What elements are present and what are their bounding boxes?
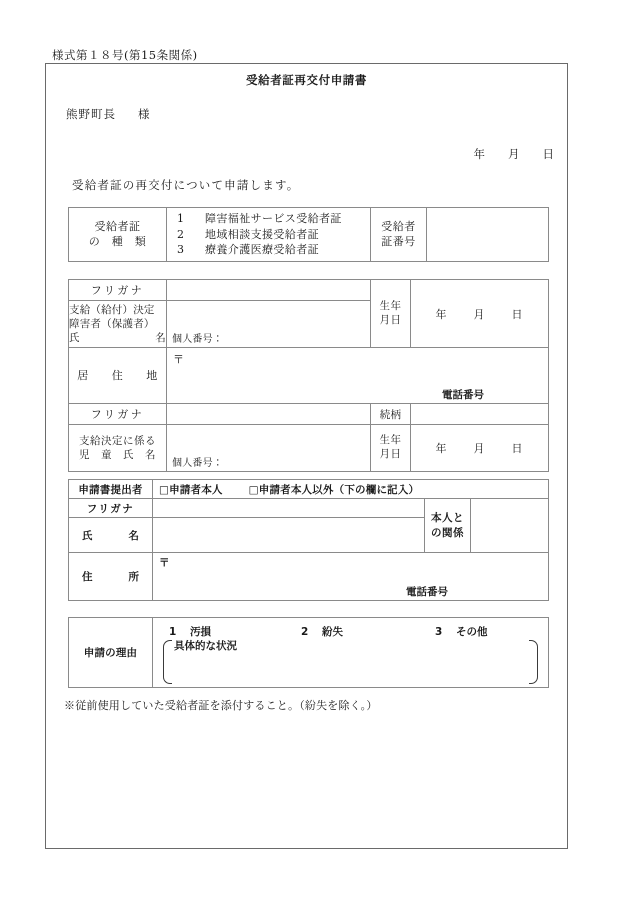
list-item[interactable]: 1 障害福祉サービス受給者証: [177, 212, 342, 225]
page-frame: [45, 63, 568, 849]
submitter-relation-input[interactable]: [471, 499, 549, 553]
addressee-name: 熊野町長: [66, 107, 116, 121]
dob-month-label: 月: [473, 442, 486, 455]
reason-table: [68, 617, 549, 688]
child-relation-input[interactable]: [411, 404, 549, 425]
child-dob-field[interactable]: [411, 425, 549, 472]
table-row: [69, 404, 549, 425]
dob-month-label: 月: [473, 307, 486, 321]
certificate-number-field[interactable]: [427, 208, 549, 262]
checkbox-other[interactable]: □申請者本人以外（下の欄に記入）: [248, 483, 420, 496]
recipient-address-label: 居 住 地: [69, 348, 167, 404]
reason-option-3[interactable]: 3 その他: [435, 626, 488, 638]
reason-option-2[interactable]: 2 紛失: [301, 626, 343, 638]
recipient-tel-label: 電話番号: [442, 389, 484, 401]
reason-detail-box[interactable]: [163, 640, 538, 684]
submitter-address-label: 住 所: [69, 553, 153, 601]
right-brace-icon: [529, 640, 538, 684]
child-furigana-label: フリガナ: [69, 404, 167, 425]
reason-option-1[interactable]: 1 汚損: [169, 626, 211, 638]
child-furigana-input[interactable]: [167, 404, 371, 425]
submitter-relation-label: 本人と の関係: [425, 499, 471, 553]
checkbox-self[interactable]: □申請者本人: [159, 483, 223, 496]
reason-label: 申請の理由: [69, 618, 153, 688]
date-year-label: 年: [473, 147, 486, 161]
reason-detail-label: 具体的な状況: [174, 640, 237, 652]
list-item[interactable]: 3 療養介護医療受給者証: [177, 243, 319, 257]
table-row: [69, 499, 549, 518]
child-dob-label: 生年 月日: [371, 425, 411, 472]
page-inner: [46, 64, 567, 848]
date-day-label: 日: [542, 147, 555, 161]
dob-year-label: 年: [435, 442, 448, 455]
recipient-furigana-label: フリガナ: [69, 280, 167, 301]
table-row: [69, 348, 549, 404]
table-row: [69, 425, 549, 472]
recipient-mynumber-label: 個人番号：: [172, 334, 223, 345]
recipient-dob-field[interactable]: [411, 280, 549, 348]
postal-mark-icon: 〒: [159, 557, 170, 569]
recipient-name-label: 支給（給付）決定 障害者（保護者） 氏 名: [69, 301, 167, 348]
reason-body: [153, 618, 549, 688]
intro-sentence: 受給者証の再交付について申請します。: [72, 178, 300, 192]
list-item[interactable]: 2 地域相談支援受給者証: [177, 227, 319, 241]
submitter-tel-label: 電話番号: [406, 586, 449, 598]
table-row: [69, 553, 549, 601]
recipient-table: [68, 279, 549, 472]
cert-type-label: 受給者証 の 種 類: [69, 208, 167, 262]
child-mynumber-label: 個人番号：: [172, 458, 223, 469]
cert-type-options: [167, 208, 371, 262]
submitter-furigana-input[interactable]: [153, 499, 425, 518]
submitter-checkbox-row: [153, 480, 549, 499]
dob-day-label: 日: [511, 442, 524, 455]
recipient-furigana-input[interactable]: [167, 280, 371, 301]
table-row: [69, 280, 549, 301]
addressee-honorific: 様: [138, 107, 151, 121]
table-row: [69, 480, 549, 499]
submitter-furigana-label: フリガナ: [69, 499, 153, 518]
child-name-label: 支給決定に係る 児 童 氏 名: [69, 425, 167, 472]
submitter-name-label: 氏 名: [69, 518, 153, 553]
date-month-label: 月: [508, 147, 521, 161]
submitter-header-label: 申請書提出者: [69, 480, 153, 499]
addressee-line: [66, 106, 151, 122]
certificate-type-table: [68, 207, 549, 262]
certificate-number-label: 受給者 証番号: [371, 208, 427, 262]
submitter-table: [68, 479, 549, 601]
date-line: [474, 146, 556, 162]
page-title: 受給者証再交付申請書: [246, 73, 367, 87]
recipient-name-input[interactable]: [167, 301, 371, 348]
dob-day-label: 日: [511, 307, 524, 321]
submitter-address-input[interactable]: [153, 553, 549, 601]
recipient-dob-label: 生年 月日: [371, 280, 411, 348]
submitter-name-input[interactable]: [153, 518, 425, 553]
cert-type-option-list: [167, 208, 370, 261]
table-row: [69, 618, 549, 688]
left-brace-icon: [163, 640, 172, 684]
recipient-address-input[interactable]: [167, 348, 549, 404]
postal-mark-icon: 〒: [173, 353, 184, 366]
child-relation-label: 続柄: [371, 404, 411, 425]
footnote: ※従前使用していた受給者証を添付すること。（紛失を除く。）: [64, 699, 378, 712]
dob-year-label: 年: [435, 307, 448, 321]
table-row: [69, 208, 549, 262]
form-number: 様式第１８号(第15条関係): [52, 48, 198, 62]
child-name-input[interactable]: [167, 425, 371, 472]
